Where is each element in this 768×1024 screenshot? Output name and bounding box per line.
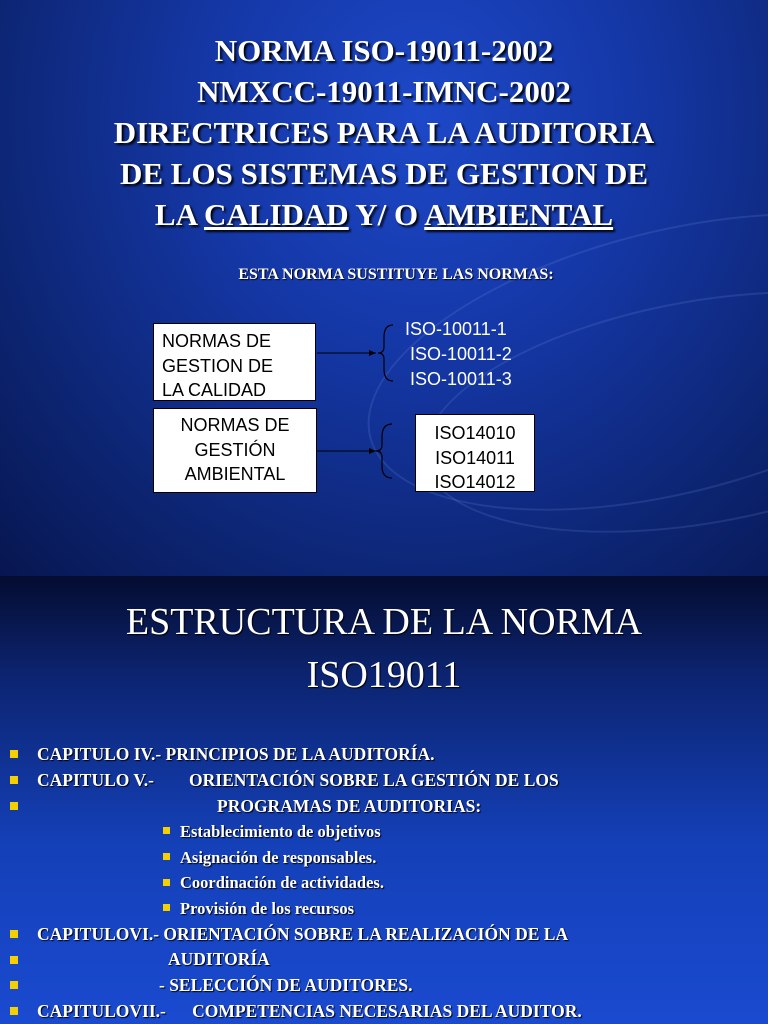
bullet-icon <box>10 956 18 964</box>
title-underlined-ambiental: AMBIENTAL <box>424 197 614 232</box>
list-item: AUDITORÍA <box>168 949 270 969</box>
list-item: PROGRAMAS DE AUDITORIAS: <box>217 796 482 816</box>
bullet-icon <box>163 879 170 886</box>
title-line: NORMA ISO-19011-2002 <box>214 33 554 68</box>
box-line: ISO14011 <box>435 447 515 468</box>
title-line: ISO19011 <box>306 654 462 696</box>
box-line: LA CALIDAD <box>162 380 267 400</box>
box-line: ISO14010 <box>434 423 516 443</box>
bullet-icon <box>10 776 18 784</box>
title-line: NMXCC-19011-IMNC-2002 <box>197 74 571 109</box>
bullet-icon <box>163 904 170 911</box>
box-line: GESTIÓN <box>194 439 276 460</box>
bullet-icon <box>10 981 18 989</box>
box-line: GESTION DE <box>162 355 274 376</box>
bullet-icon <box>10 802 18 810</box>
list-item: CAPITULO IV.- PRINCIPIOS DE LA AUDITORÍA. <box>37 744 435 764</box>
title-underlined-calidad: CALIDAD <box>204 197 349 232</box>
list-item: CAPITULOVII.- COMPETENCIAS NECESARIAS DEL AUDITOR. <box>37 1001 582 1021</box>
iso-item: ISO-10011-1 <box>405 319 507 339</box>
sub-item: Establecimiento de objetivos <box>180 822 381 841</box>
iso-item: ISO-10011-2 <box>405 344 512 364</box>
slide1-subtitle: ESTA NORMA SUSTITUYE LAS NORMAS: <box>238 266 554 283</box>
list-item: CAPITULO V.- ORIENTACIÓN SOBRE LA GESTIÓN DE LOS <box>37 770 559 790</box>
title-line: DIRECTRICES PARA LA AUDITORIA <box>113 115 655 150</box>
sub-item: Provisión de los recursos <box>180 899 355 918</box>
brace-calidad <box>378 325 393 381</box>
box-line: ISO14012 <box>434 472 516 492</box>
bullet-icon <box>10 930 18 938</box>
title-text: Y/ O <box>348 197 425 232</box>
slide2-title <box>0 596 768 702</box>
bullet-icon <box>163 853 170 860</box>
bullet-icon <box>10 1007 18 1015</box>
title-line: DE LOS SISTEMAS DE GESTION DE <box>119 156 649 191</box>
box-line: NORMAS DE <box>180 415 290 435</box>
bullet-icon <box>163 827 170 834</box>
title-line: ESTRUCTURA DE LA NORMA <box>125 601 643 643</box>
title-text: LA <box>154 197 204 232</box>
list-item: - SELECCIÓN DE AUDITORES. <box>159 975 413 995</box>
box-line: NORMAS DE <box>162 331 272 351</box>
brace-ambiental <box>376 424 392 478</box>
iso-item: ISO-10011-3 <box>405 369 512 389</box>
sub-item: Coordinación de actividades. <box>180 873 384 892</box>
bullet-icon <box>10 750 18 758</box>
sub-item: Asignación de responsables. <box>180 848 377 867</box>
list-item: CAPITULOVI.- ORIENTACIÓN SOBRE LA REALIZACIÓN DE LA <box>37 924 569 944</box>
box-line: AMBIENTAL <box>184 464 286 484</box>
